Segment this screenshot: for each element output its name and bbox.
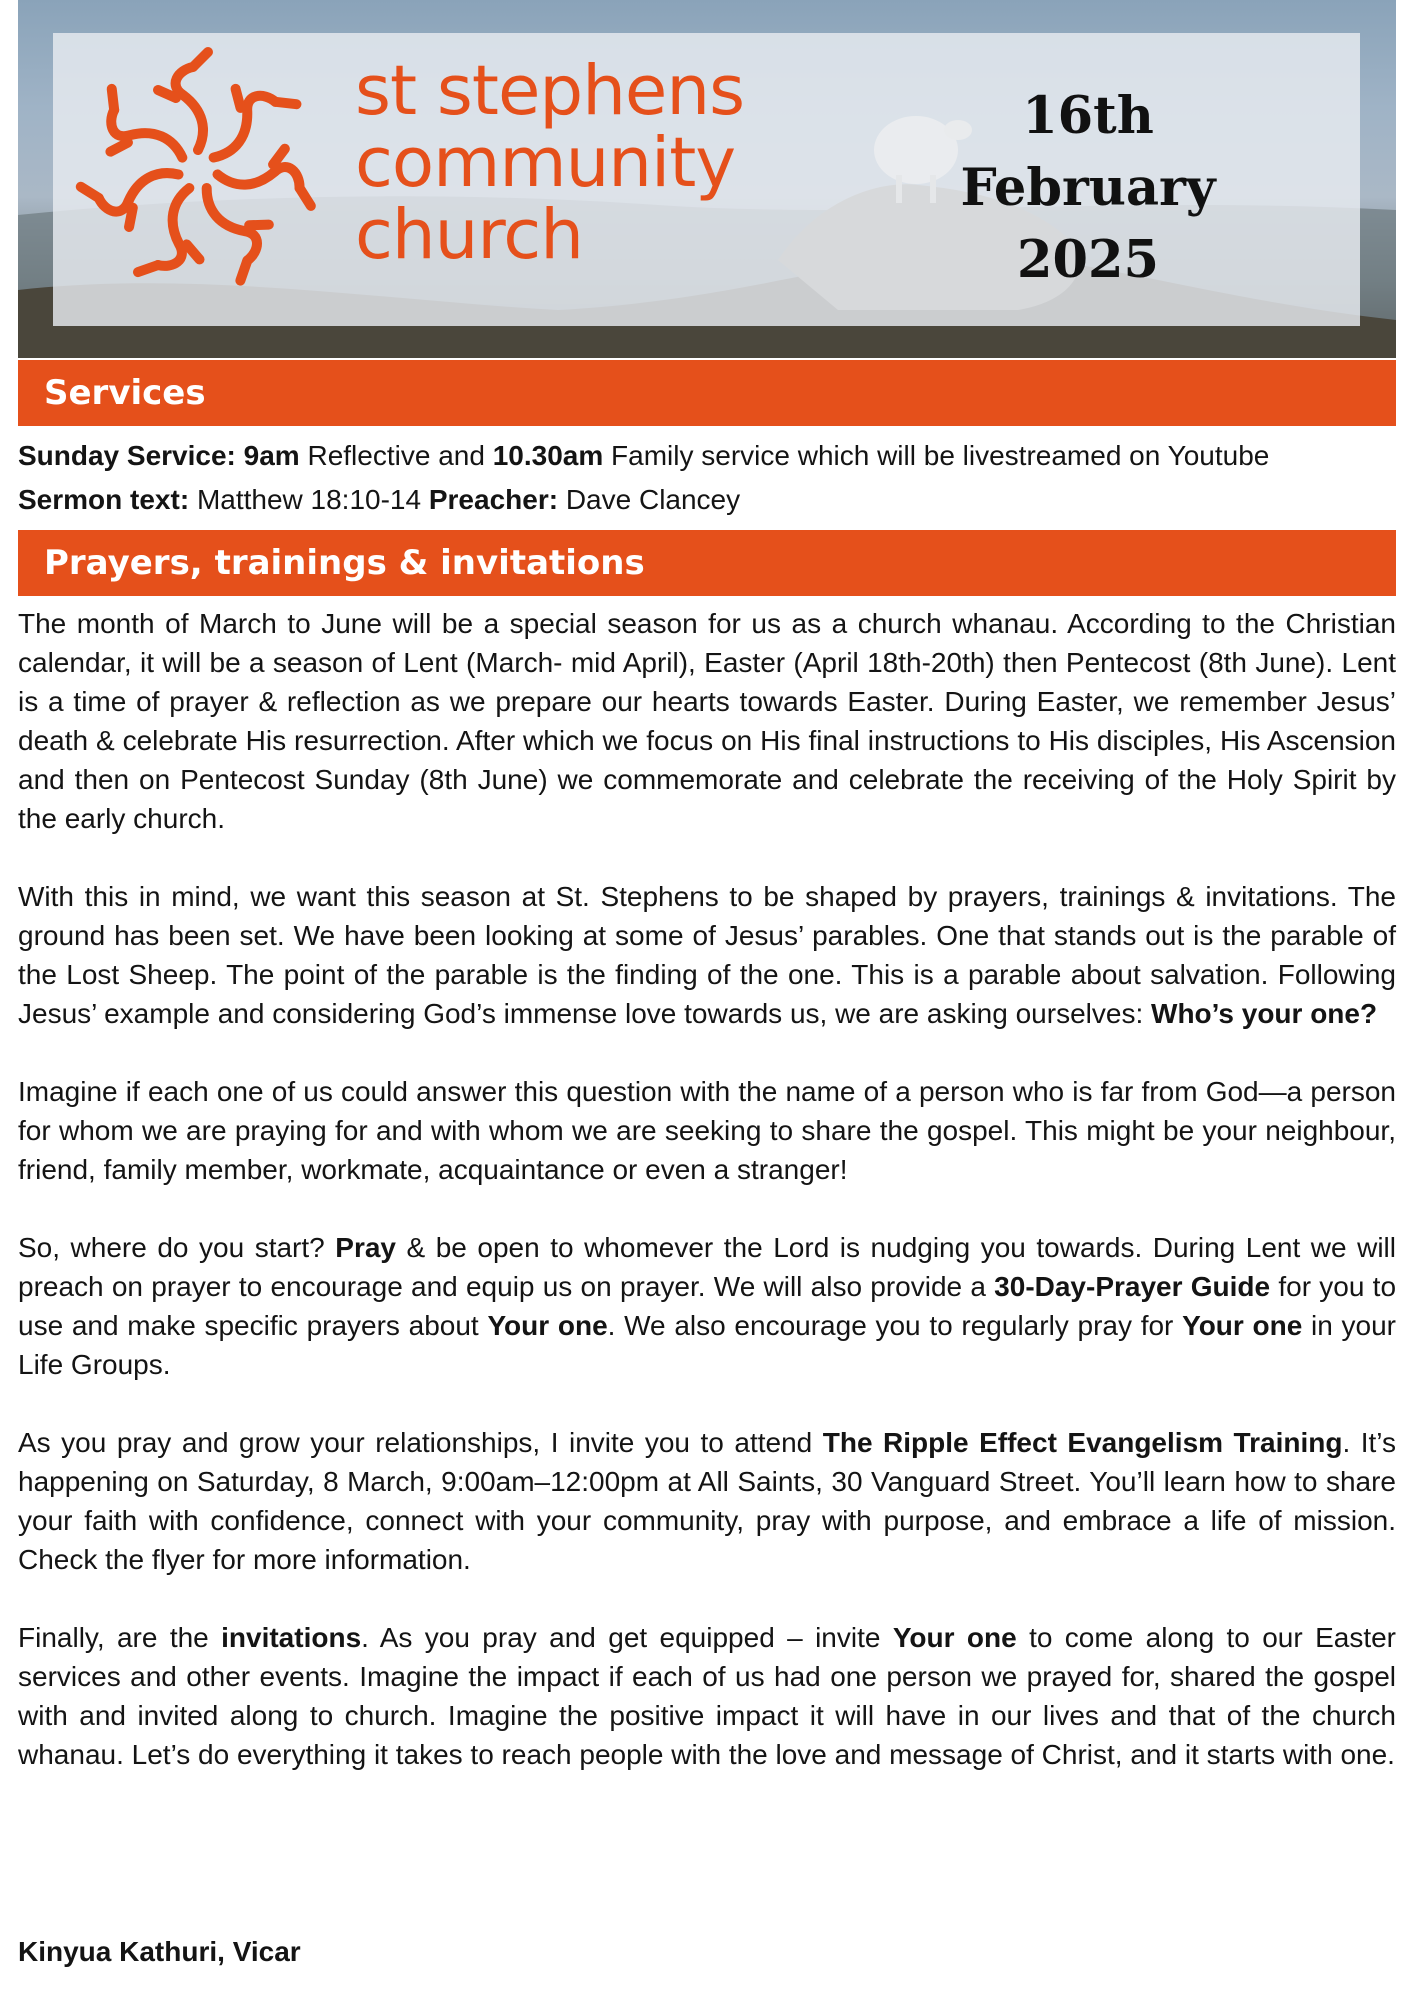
paragraph-4 <box>18 1228 1396 1384</box>
church-name-line-2: community <box>355 123 736 203</box>
p5-training: The Ripple Effect Evangelism Training <box>822 1427 1343 1458</box>
preacher-name: Dave Clancey <box>565 484 741 515</box>
church-name <box>355 51 745 275</box>
p6-invitations: invitations <box>221 1622 362 1653</box>
p4-prayer-guide: 30-Day-Prayer Guide <box>994 1271 1271 1302</box>
header-banner <box>18 0 1396 358</box>
sermon-line <box>18 480 1396 520</box>
p5-a: As you pray and grow your relationships, I invite you to attend <box>18 1427 813 1458</box>
p4-a: So, where do you start? <box>18 1232 325 1263</box>
service-time-2: 10.30am <box>492 440 604 471</box>
p6-e: to come along to our Easter services and other events. Imagine the impact if each of us had one person we prayed for, shared the gospel with and invited along to church. Imagine the positive impact it will have in our lives and that of the church whanau. Let’s do everything it takes to reach people with the love and message of Christ, and it starts with one. <box>18 1622 1396 1770</box>
church-name-line-3: church <box>355 195 583 275</box>
p6-a: Finally, are the <box>18 1622 209 1653</box>
sermon-label: Sermon text: <box>18 484 190 515</box>
p4-your-one-1: Your one <box>487 1310 608 1341</box>
p5-c: . It’s happening on Saturday, 8 March, 9:00am–12:00pm at All Saints, 30 Vanguard Street. You’ll learn how to share your faith with confidence, connect with your community, pray with purpose, and embrace a life of mission. Check the flyer for more information. <box>18 1427 1396 1575</box>
prayers-heading: Prayers, trainings & invitations <box>18 530 1396 596</box>
p4-g: . We also encourage you to regularly pray for <box>607 1310 1174 1341</box>
signature: Kinyua Kathuri, Vicar <box>18 1936 301 1967</box>
p6-your-one: Your one <box>892 1622 1017 1653</box>
sermon-text: Matthew 18:10-14 <box>196 484 422 515</box>
p4-your-one-2: Your one <box>1182 1310 1303 1341</box>
church-name-line-1: st stephens <box>355 51 745 131</box>
services-heading: Services <box>18 360 1396 426</box>
p4-i: in your Life Groups. <box>18 1310 1396 1380</box>
preacher-label: Preacher: <box>428 484 559 515</box>
church-logo-icon <box>73 45 323 295</box>
p6-c: . As you pray and get equipped – invite <box>361 1622 881 1653</box>
p4-c: & be open to whomever the Lord is nudging you towards. During Lent we will preach on prayer to encourage and equip us on prayer. We will also provide a <box>18 1232 1396 1302</box>
prayers-article <box>18 604 1396 1813</box>
sunday-service-line <box>18 436 1396 476</box>
paragraph-3: Imagine if each one of us could answer this question with the name of a person who is far from God—a person for whom we are praying for and with whom we are seeking to share the gospel. This might be your neighbour, friend, family member, workmate, acquaintance or even a stranger! <box>18 1076 1396 1185</box>
paragraph-2 <box>18 877 1396 1033</box>
service-time-1: 9am <box>243 440 300 471</box>
p4-pray: Pray <box>335 1232 396 1263</box>
paragraph-1: The month of March to June will be a special season for us as a church whanau. According to the Christian calendar, it will be a season of Lent (March- mid April), Easter (April 18th-20th) then Pentecost (8th June). Lent is a time of prayer & reflection as we prepare our hearts towards Easter. During Easter, we remember Jesus’ death & celebrate His resurrection. After which we focus on His final instructions to His disciples, His Ascension and then on Pentecost Sunday (8th June) we commemorate and celebrate the receiving of the Holy Spirit by the early church. <box>18 608 1396 834</box>
paragraph-6 <box>18 1618 1396 1774</box>
date-year: 2025 <box>1017 230 1159 290</box>
p4-e: for you to use and make specific prayers about <box>18 1271 1397 1341</box>
service-desc-2: Family service which will be livestreamed on Youtube <box>611 440 1270 471</box>
paragraph-2-text: With this in mind, we want this season at St. Stephens to be shaped by prayers, trainings & invitations. The ground has been set. We have been looking at some of Jesus’ parables. One that stands out is the parable of the Lost Sheep. The point of the parable is the finding of the one. This is a parable about salvation. Following Jesus’ example and considering God’s immense love towards us, we are asking ourselves: <box>18 881 1396 1029</box>
date-month: February <box>960 158 1216 218</box>
sunday-service-label: Sunday Service: <box>18 440 236 471</box>
whos-your-one: Who’s your one? <box>1151 998 1378 1029</box>
bulletin-date <box>928 80 1248 296</box>
date-day: 16th <box>1022 86 1154 146</box>
paragraph-5 <box>18 1423 1396 1579</box>
service-desc-1: Reflective and <box>307 440 485 471</box>
